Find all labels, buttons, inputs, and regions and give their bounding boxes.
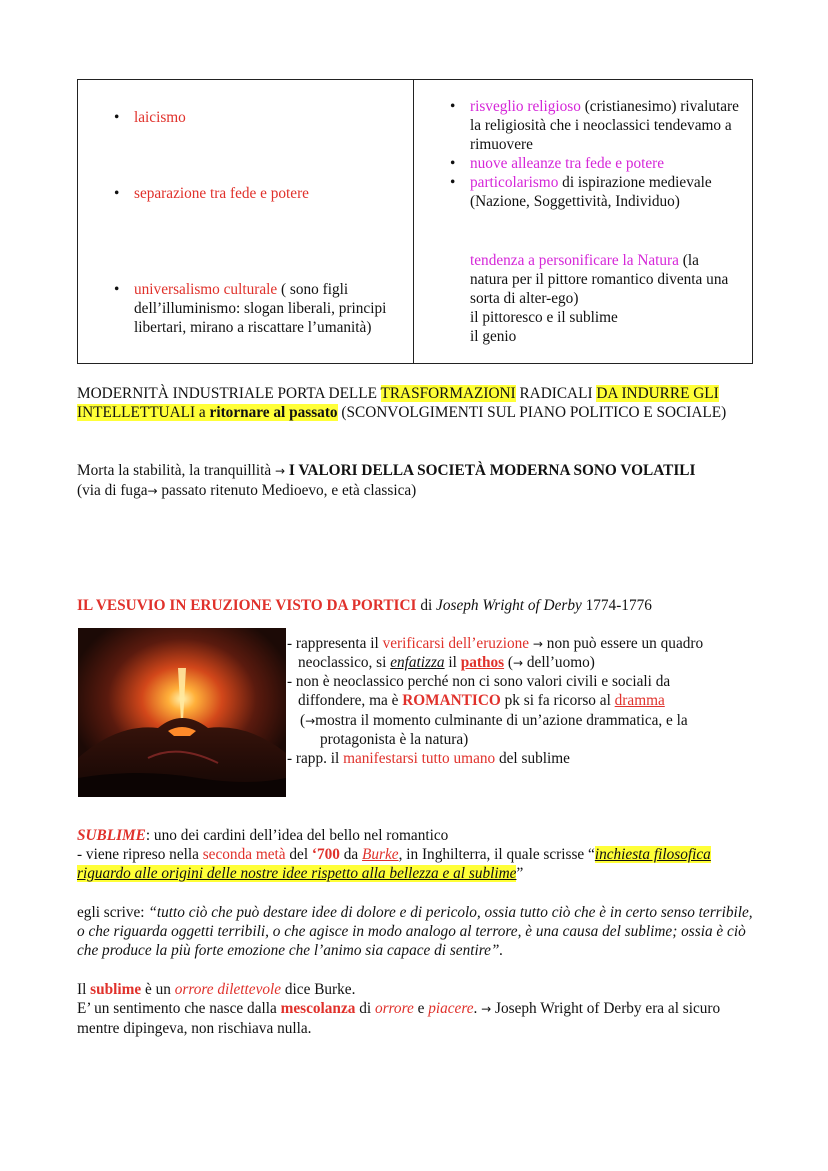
text-span: dice Burke.	[281, 981, 356, 998]
list-item-highlight: particolarismo	[470, 174, 559, 191]
arrow-icon: →	[274, 464, 286, 478]
paragraph-sublime	[77, 826, 752, 883]
right-block-line3: il genio	[470, 328, 517, 345]
volcano-eruption-illustration	[78, 628, 286, 797]
paragraph-modernita	[77, 384, 752, 422]
highlighted-bold-text: mescolanza	[280, 1000, 356, 1017]
text-span: E’ un sentimento che nasce dalla	[77, 1000, 281, 1017]
highlighted-text: seconda metà	[202, 846, 286, 863]
list-item	[450, 97, 740, 154]
highlighted-bold-text: ritornare al passato	[209, 404, 338, 421]
right-list	[450, 97, 740, 211]
list-item-highlight: universalismo culturale	[134, 281, 278, 298]
text-span: il	[444, 654, 461, 671]
book-title-highlight: inchiesta filosofica riguardo alle origini delle nostre idee rispetto alla bellezza e al sublime	[77, 846, 711, 882]
text-span: - rapp. il	[287, 750, 344, 767]
highlighted-text: verificarsi dell’eruzione	[382, 635, 530, 652]
text-span: (SCONVOLGIMENTI SUL PIANO POLITICO E SOCIALE)	[337, 404, 727, 421]
highlighted-text: DA INDURRE GLI INTELLETTUALI a	[77, 385, 719, 421]
right-block-highlight: tendenza a personificare la Natura	[470, 252, 679, 269]
text-span: Il	[77, 981, 91, 998]
left-list-3	[114, 280, 389, 337]
list-item-text: (cristianesimo) rivalutare la religiosità che i neoclassici tendevamo a rimuovere	[470, 98, 739, 153]
right-block-p1	[470, 251, 740, 308]
text-span: neoclassico, si	[298, 654, 391, 671]
highlighted-text: manifestarsi tutto umano	[343, 750, 496, 767]
arrow-icon: →	[513, 656, 524, 670]
text-span: diffondere, ma è	[298, 692, 403, 709]
highlighted-text: dramma	[614, 692, 665, 709]
painting-years: 1774-1776	[581, 597, 652, 614]
note-line: - non è neoclassico perché non ci sono valori civili e sociali da	[287, 673, 671, 690]
emphasized-text: enfatizza	[390, 654, 445, 671]
text-span: del sublime	[495, 750, 570, 767]
list-item-text: di ispirazione medievale (Nazione, Soggettività, Individuo)	[470, 174, 712, 210]
arrow-icon: →	[147, 484, 158, 498]
text-span: è un	[141, 981, 175, 998]
paragraph-final	[77, 980, 753, 1038]
left-list-2	[114, 184, 394, 203]
note-line: protagonista è la natura)	[320, 731, 469, 748]
author-reference: Burke	[362, 846, 399, 863]
text-span: Morta la stabilità, la tranquillità	[77, 462, 275, 479]
list-item-highlight: risveglio religioso	[470, 98, 581, 115]
table-cell-right	[414, 80, 753, 364]
note-line	[298, 653, 595, 673]
highlighted-bold-text: ROMANTICO	[402, 692, 501, 709]
list-item: • separazione tra fede e potere	[114, 184, 394, 203]
paragraph-quote	[77, 903, 753, 960]
highlighted-bold-text: pathos	[460, 654, 505, 671]
list-item	[450, 173, 740, 211]
text-span: dell’uomo)	[523, 654, 595, 671]
text-span: non può essere un quadro	[542, 635, 704, 652]
painting-title: IL VESUVIO IN ERUZIONE VISTO DA PORTICI	[77, 597, 417, 614]
text-span: RADICALI	[515, 385, 597, 402]
bold-text: I VALORI DELLA SOCIETÀ MODERNA SONO VOLATILI	[285, 462, 696, 479]
note-line	[287, 634, 703, 654]
list-item-text: ( sono figli dell’illuminismo: slogan liberali, principi libertari, mirano a riscattare l’umanità)	[134, 281, 387, 336]
text-span: di	[355, 1000, 375, 1017]
text-span: - viene ripreso nella	[77, 846, 203, 863]
text-span: egli scrive:	[77, 904, 149, 921]
text-span: del	[285, 846, 312, 863]
arrow-icon: →	[305, 714, 316, 728]
text-span: (via di fuga	[77, 482, 148, 499]
note-line	[298, 691, 665, 710]
right-block-line2: il pittoresco e il sublime	[470, 309, 618, 326]
painting-author: Joseph Wright of Derby	[436, 597, 582, 614]
right-block	[470, 251, 740, 346]
text-span: : uno dei cardini dell’idea del bello nel romantico	[145, 827, 449, 844]
left-list-1	[114, 108, 394, 127]
right-block-text: (la natura per il pittore romantico diventa una sorta di alter-ego)	[470, 252, 729, 307]
paragraph-valori	[77, 461, 717, 501]
highlighted-text: orrore	[374, 1000, 414, 1017]
text-span: - rappresenta il	[287, 635, 383, 652]
text-span: e	[413, 1000, 429, 1017]
highlighted-text: TRASFORMAZIONI	[380, 385, 516, 402]
list-item: • laicismo	[114, 108, 394, 127]
text-span: Joseph Wright of Derby era al sicuro mentre dipingeva, non rischiava nulla.	[77, 1000, 721, 1037]
table-cell-left	[78, 80, 414, 364]
text-span: passato ritenuto Medioevo, e età classica)	[157, 482, 417, 499]
arrow-icon: →	[481, 1002, 492, 1016]
text-span: .	[473, 1000, 482, 1017]
list-item	[114, 280, 389, 337]
term-highlight: SUBLIME	[77, 827, 146, 844]
vesuvio-painting-image	[78, 628, 286, 797]
text-span: di	[416, 597, 437, 614]
text-span: ”	[516, 865, 524, 882]
text-span: , in Inghilterra, il quale scrisse “	[398, 846, 595, 863]
text-span: mostra il momento culminante di un’azione drammatica, e la	[315, 712, 688, 729]
comparison-table	[77, 79, 753, 364]
burke-quote: “tutto ciò che può destare idee di dolore e di pericolo, ossia tutto ciò che è in certo senso terribile, o che riguarda oggetti terribili, o che agisce in modo analogo al terrore, è una causa del sublime; ossia è ciò che produce la più forte emozione che l’animo sia capace di sentire”.	[77, 904, 753, 959]
highlighted-bold-text: ‘700	[311, 846, 340, 863]
text-span: da	[339, 846, 363, 863]
note-line	[287, 749, 570, 768]
note-line	[300, 711, 688, 731]
text-span: (	[504, 654, 514, 671]
list-item: • nuove alleanze tra fede e potere	[450, 154, 740, 173]
text-span: (	[300, 712, 306, 729]
highlighted-text: orrore dilettevole	[174, 981, 282, 998]
highlighted-text: piacere	[428, 1000, 474, 1017]
highlighted-bold-text: sublime	[90, 981, 142, 998]
section-title	[77, 596, 652, 615]
text-span: pk si fa ricorso al	[500, 692, 615, 709]
arrow-icon: →	[532, 637, 543, 651]
text-span: MODERNITÀ INDUSTRIALE PORTA DELLE	[77, 385, 381, 402]
